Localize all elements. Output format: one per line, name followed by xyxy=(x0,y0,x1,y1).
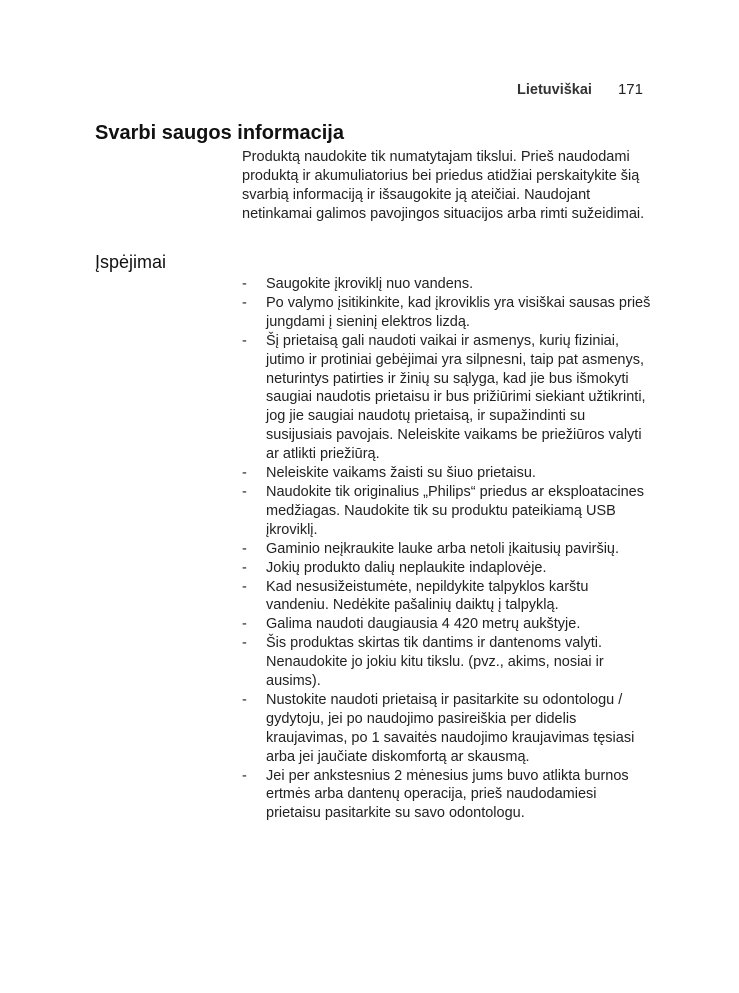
bullet-dash: - xyxy=(242,767,247,784)
warning-item xyxy=(242,483,652,540)
warning-item xyxy=(242,332,652,464)
bullet-dash: - xyxy=(242,276,247,292)
warning-item xyxy=(242,294,652,332)
warning-text: Jei per ankstesnius 2 mėnesius jums buvo atlikta burnos ertmės arba dantenų operacija, prieš naudodamiesi prietaisu pasitarkite su savo odontologu. xyxy=(266,767,629,822)
header-language: Lietuviškai xyxy=(517,82,592,98)
warning-text: Šis produktas skirtas tik dantims ir dantenoms valyti. Nenaudokite jo jokiu kitu tikslu. (pvz., akims, nosiai ir ausims). xyxy=(266,635,604,690)
bullet-dash: - xyxy=(242,294,247,311)
warning-text: Kad nesusižeistumėte, nepildykite talpyklos karštu vandeniu. Nedėkite pašalinių daiktų į talpyklą. xyxy=(266,578,589,614)
warnings-title: Įspėjimai xyxy=(95,252,167,272)
warning-text: Gaminio neįkraukite lauke arba netoli įkaitusių paviršių. xyxy=(266,540,620,557)
warning-item xyxy=(242,540,652,559)
running-header xyxy=(517,81,643,98)
warning-item xyxy=(242,615,652,634)
warning-text: Neleiskite vaikams žaisti su šiuo prietaisu. xyxy=(266,465,536,482)
bullet-dash: - xyxy=(242,635,247,652)
warning-text: Šį prietaisą gali naudoti vaikai ir asmenys, kurių fiziniai, jutimo ir protiniai gebėjimai yra silpnesni, taip pat asmenys, neturintys patirties ir žinių su sąlyga, kad jie bus išmokyti saugiai naudotis prietaisu ir bus prižiūrimi siekiant užtikrinti, jog jie saugiai naudotų prietaisą, ir supažindinti su susijusiais pavojais. Neleiskite vaikams be priežiūros valyti ar atlikti priežiūrą. xyxy=(266,332,646,463)
section-title: Svarbi saugos informacija xyxy=(95,122,344,144)
bullet-dash: - xyxy=(242,616,247,633)
warning-text: Saugokite įkroviklį nuo vandens. xyxy=(266,276,474,292)
warning-item xyxy=(242,464,652,483)
warning-item xyxy=(242,767,652,824)
warnings-list xyxy=(242,275,652,823)
bullet-dash: - xyxy=(242,465,247,482)
bullet-dash: - xyxy=(242,559,247,576)
warning-item xyxy=(242,578,652,616)
warning-text: Jokių produkto dalių neplaukite indaplovėje. xyxy=(266,559,547,576)
warning-item xyxy=(242,634,652,691)
warning-item xyxy=(242,559,652,578)
bullet-dash: - xyxy=(242,483,247,500)
bullet-dash: - xyxy=(242,691,247,708)
warning-item xyxy=(242,275,652,294)
page-number: 171 xyxy=(617,81,643,98)
warning-text: Nustokite naudoti prietaisą ir pasitarkite su odontologu / gydytoju, jei po naudojimo pasireiškia per didelis kraujavimas, po 1 savaitės naudojimo kraujavimas tęsiasi arba jei jaučiate diskomfortą ar skausmą. xyxy=(266,691,635,765)
bullet-dash: - xyxy=(242,578,247,595)
warning-text: Galima naudoti daugiausia 4 420 metrų aukštyje. xyxy=(266,616,581,633)
intro-paragraph: Produktą naudokite tik numatytajam tikslui. Prieš naudodami produktą ir akumuliatorius bei priedus atidžiai perskaitykite šią svarbią informaciją ir išsaugokite ją ateičiai. Naudojant netinkamai galimos pavojingos situacijos arba rimti sužeidimai. xyxy=(242,149,645,223)
warning-text: Po valymo įsitikinkite, kad įkroviklis yra visiškai sausas prieš jungdami į sieninį elektros lizdą. xyxy=(266,294,651,330)
warning-item xyxy=(242,691,652,767)
bullet-dash: - xyxy=(242,540,247,557)
bullet-dash: - xyxy=(242,332,247,349)
warning-text: Naudokite tik originalius „Philips“ priedus ar eksploatacines medžiagas. Naudokite tik su produktu pateikiamą USB įkroviklį. xyxy=(266,483,644,538)
